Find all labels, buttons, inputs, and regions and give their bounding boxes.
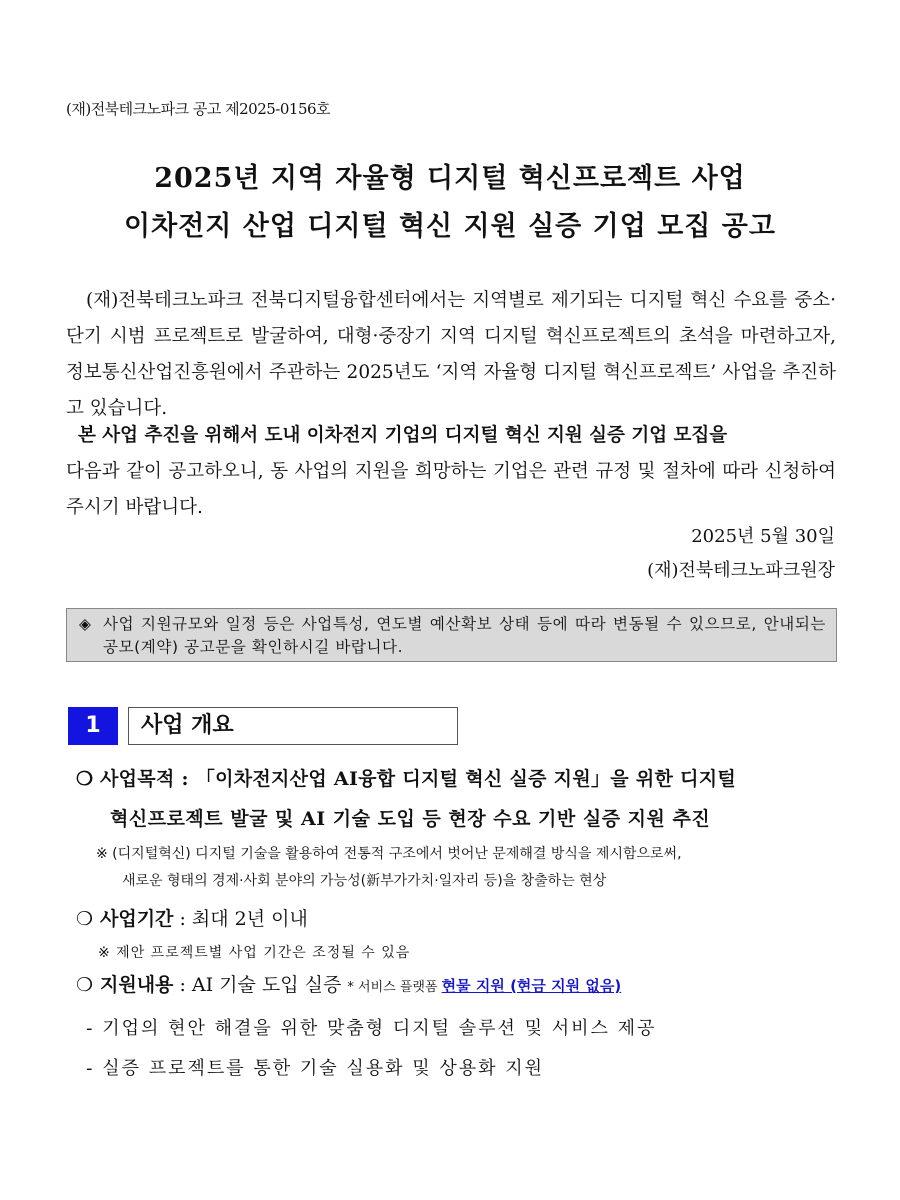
purpose-line1: 「이차전지산업 AI융합 디지털 혁신 실증 지원」을 위한 디지털	[195, 768, 737, 790]
diamond-icon: ◈	[79, 615, 91, 633]
intro-paragraph-2-bold: 본 사업 추진을 위해서 도내 이차전지 기업의 디지털 혁신 지원 실증 기업 모집을	[78, 425, 728, 446]
circle-bullet-icon: ❍	[76, 768, 94, 790]
support-value: : AI 기술 도입 실증	[173, 974, 348, 996]
section-title: 사업 개요	[128, 707, 458, 745]
issuer-name: (재)전북테크노파크원장	[647, 560, 835, 581]
period-bullet	[76, 904, 308, 931]
purpose-line2: 혁신프로젝트 발굴 및 AI 기술 도입 등 현장 수요 기반 실증 지원 추진	[110, 808, 711, 830]
support-item: - 기업의 현안 해결을 위한 맞춤형 디지털 솔루션 및 서비스 제공	[86, 1018, 657, 1039]
in-kind-support-link[interactable]: 현물 지원 (현금 지원 없음)	[441, 977, 622, 995]
purpose-bullet	[76, 764, 736, 791]
period-label: 사업기간	[100, 908, 174, 930]
intro-paragraph-1: (재)전북테크노파크 전북디지털융합센터에서는 지역별로 제기되는 디지털 혁신 수요를 중소·단기 시범 프로젝트로 발굴하여, 대형·중장기 지역 디지털 혁신프로젝트의 초석을 마련하고자, 정보통신산업진흥원에서 주관하는 2025년도 ‘지역 자율형 디지털 혁신프로젝트’ 사업을 추진하고 있습니다.	[66, 290, 836, 419]
purpose-note-2: 새로운 형태의 경제·사회 분야의 가능성(新부가가치·일자리 등)을 창출하는 현상	[122, 873, 607, 889]
support-label: 지원내용	[100, 974, 174, 996]
period-value: : 최대 2년 이내	[173, 908, 308, 930]
purpose-note-1: ※ (디지털혁신) 디지털 기술을 활용하여 전통적 구조에서 벗어난 문제해결 방식을 제시함으로써,	[96, 846, 682, 862]
period-note: ※ 제안 프로젝트별 사업 기간은 조정될 수 있음	[98, 945, 411, 961]
notice-number: (재)전북테크노파크 공고 제2025-0156호	[66, 100, 331, 118]
notice-box-text: 사업 지원규모와 일정 등은 사업특성, 연도별 예산확보 상태 등에 따라 변동될 수 있으므로, 안내되는 공모(계약) 공고문을 확인하시길 바랍니다.	[103, 615, 826, 656]
intro-paragraph-2	[66, 418, 836, 526]
intro-paragraph-2-rest: 다음과 같이 공고하오니, 동 사업의 지원을 희망하는 기업은 관련 규정 및 절차에 따라 신청하여 주시기 바랍니다.	[66, 461, 836, 518]
purpose-label: 사업목적 :	[100, 768, 196, 790]
circle-bullet-icon: ❍	[76, 974, 94, 996]
document-title-line2: 이차전지 산업 디지털 혁신 지원 실증 기업 모집 공고	[124, 211, 776, 242]
support-item: - 실증 프로젝트를 통한 기술 실용화 및 상용화 지원	[86, 1058, 545, 1079]
notice-box	[66, 608, 837, 662]
support-small-note: * 서비스 플랫폼	[347, 980, 442, 995]
section-number: 1	[68, 707, 118, 745]
announcement-date: 2025년 5월 30일	[691, 526, 835, 547]
support-bullet	[76, 970, 621, 997]
circle-bullet-icon: ❍	[76, 908, 94, 930]
document-title-line1: 2025년 지역 자율형 디지털 혁신프로젝트 사업	[154, 163, 746, 194]
